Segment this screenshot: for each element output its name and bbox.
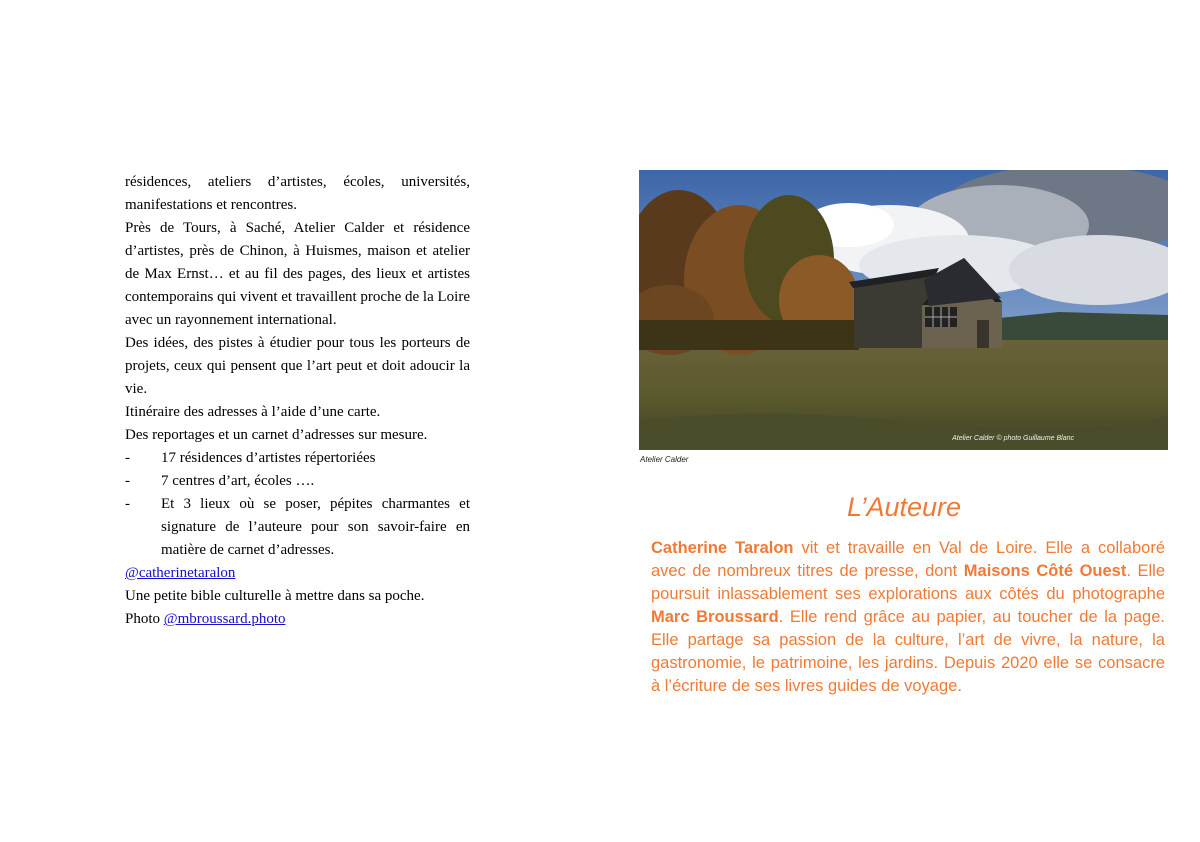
bullet-text: 17 résidences d’artistes répertoriées bbox=[161, 450, 376, 466]
paragraph-4: Itinéraire des adresses à l’aide d’une carte. bbox=[125, 404, 381, 420]
photographer-name: Marc Broussard bbox=[651, 608, 779, 626]
photo-caption: Atelier Calder bbox=[640, 455, 689, 464]
photo-credit-line bbox=[125, 608, 470, 631]
paragraph-2: Près de Tours, à Saché, Atelier Calder et résidence d’artistes, près de Chinon, à Huismes, maison et atelier de Max Ernst… et au fil des pages, des lieux et artistes contemporains qui vivent et travaillent proche de la Loire avec un rayonnement international. bbox=[125, 220, 470, 328]
bullet-dash: - bbox=[125, 496, 130, 512]
author-bio bbox=[651, 537, 1165, 698]
bullet-dash: - bbox=[125, 473, 130, 489]
bio-text-2: . Elle poursuit inlassablement ses explorations aux côtés du photographe bbox=[651, 562, 1165, 603]
bullet-text: 7 centres d’art, écoles …. bbox=[161, 473, 315, 489]
photographer-link[interactable]: @mbroussard.photo bbox=[163, 611, 286, 627]
bullet-text: Et 3 lieux où se poser, pépites charmantes et signature de l’auteure pour son savoir-faire en matière de carnet d’adresses. bbox=[161, 496, 470, 558]
bullet-item bbox=[125, 493, 470, 562]
bullet-dash: - bbox=[125, 450, 130, 466]
atelier-calder-photo bbox=[639, 170, 1168, 450]
bullet-item bbox=[125, 470, 470, 493]
bio-text-1: vit et travaille en Val de Loire. Elle a collaboré avec de nombreux titres de presse, dont bbox=[651, 539, 1166, 580]
instagram-link[interactable]: @catherinetaralon bbox=[125, 565, 236, 581]
paragraph-3: Des idées, des pistes à étudier pour tous les porteurs de projets, ceux qui pensent que l’art peut et doit adoucir la vie. bbox=[125, 335, 470, 397]
magazine-name: Maisons Côté Ouest bbox=[963, 562, 1127, 580]
bullet-item bbox=[125, 447, 470, 470]
photo-credit-overlay: Atelier Calder © photo Guillaume Blanc bbox=[952, 435, 1074, 442]
left-column bbox=[125, 171, 470, 631]
paragraph-1: résidences, ateliers d’artistes, écoles, universités, manifestations et rencontres. bbox=[125, 174, 470, 213]
landscape-illustration bbox=[639, 170, 1168, 450]
photo-credit-prefix: Photo bbox=[125, 611, 164, 627]
bio-text-3: . Elle rend grâce au papier, au toucher de la page. Elle partage sa passion de la culture, l’art de vivre, la nature, la gastronomie, le patrimoine, les jardins. Depuis 2020 elle se consacre à l’écriture de ses livres guides de voyage. bbox=[651, 608, 1165, 695]
author-section-title: L’Auteure bbox=[846, 492, 962, 522]
paragraph-5: Des reportages et un carnet d’adresses sur mesure. bbox=[125, 427, 428, 443]
instagram-line bbox=[125, 562, 470, 585]
author-name: Catherine Taralon bbox=[651, 539, 794, 557]
paragraph-6: Une petite bible culturelle à mettre dans sa poche. bbox=[125, 588, 425, 604]
